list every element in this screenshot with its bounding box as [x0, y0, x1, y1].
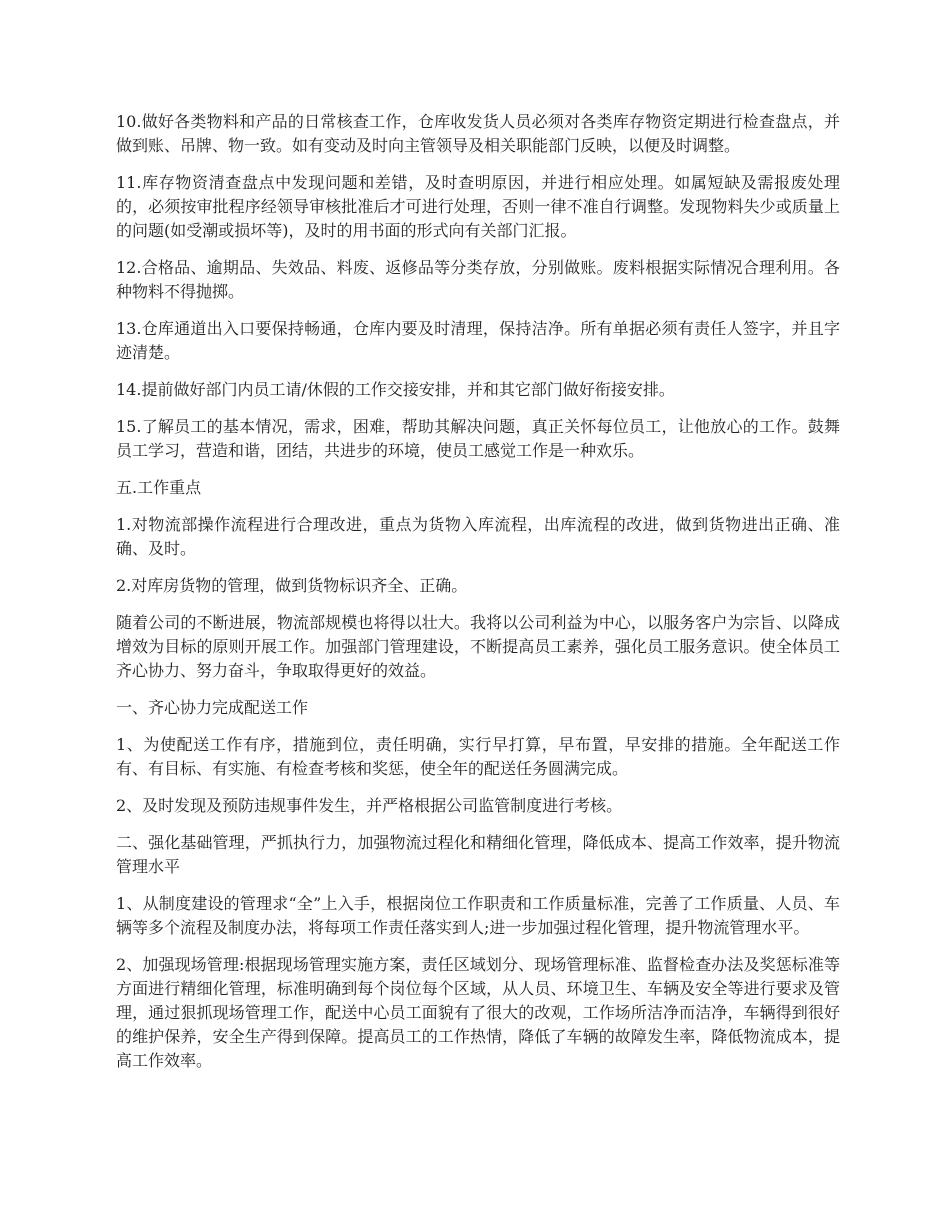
document-body: [116, 110, 840, 1086]
management-item-1: 1、从制度建设的管理求“全”上入手，根据岗位工作职责和工作质量标准，完善了工作质量、人员、车辆等多个流程及制度办法，将每项工作责任落实到人;进一步加强过程化管理，提升物流管理水平。: [116, 894, 840, 937]
delivery-item-2: 2、及时发现及预防违规事件发生，并严格根据公司监管制度进行考核。: [116, 796, 623, 815]
section-heading-delivery: 一、齐心协力完成配送工作: [116, 698, 309, 717]
paragraph-item-12: 12.合格品、逾期品、失效品、料废、返修品等分类存放，分别做账。废料根据实际情况合理利用。各种物料不得抛掷。: [116, 258, 840, 301]
summary-paragraph: 随着公司的不断进展，物流部规模也将得以壮大。我将以公司利益为中心，以服务客户为宗旨、以降成增效为目标的原则开展工作。加强部门管理建设，不断提高员工素养，强化员工服务意识。使全体员工齐心协力、努力奋斗，争取取得更好的效益。: [116, 613, 840, 680]
section-heading-work-focus: 五.工作重点: [116, 478, 202, 497]
work-focus-item-1: 1.对物流部操作流程进行合理改进，重点为货物入库流程，出库流程的改进，做到货物进出正确、准确、及时。: [116, 515, 840, 558]
paragraph-item-10: 10.做好各类物料和产品的日常核查工作，仓库收发货人员必须对各类库存物资定期进行检查盘点，并做到账、吊牌、物一致。如有变动及时向主管领导及相关职能部门反映，以便及时调整。: [116, 112, 840, 155]
work-focus-item-2: 2.对库房货物的管理，做到货物标识齐全、正确。: [116, 576, 468, 595]
paragraph-item-13: 13.仓库通道出入口要保持畅通，仓库内要及时清理，保持洁净。所有单据必须有责任人签字，并且字迹清楚。: [116, 319, 840, 362]
paragraph-item-11: 11.库存物资清查盘点中发现问题和差错，及时查明原因，并进行相应处理。如属短缺及需报废处理的，必须按审批程序经领导审核批准后才可进行处理，否则一律不准自行调整。发现物料失少或质量上的问题(如受潮或损坏等)，及时的用书面的形式向有关部门汇报。: [116, 173, 840, 240]
section-heading-management: 二、强化基础管理，严抓执行力，加强物流过程化和精细化管理，降低成本、提高工作效率，提升物流管理水平: [116, 833, 840, 876]
management-item-2: 2、加强现场管理:根据现场管理实施方案，责任区域划分、现场管理标准、监督检查办法及奖惩标准等方面进行精细化管理，标准明确到每个岗位每个区域，从人员、环境卫生、车辆及安全等进行要求及管理，通过狠抓现场管理工作，配送中心员工面貌有了很大的改观，工作场所洁净而洁净，车辆得到很好的维护保养，安全生产得到保障。提高员工的工作热情，降低了车辆的故障发生率，降低物流成本，提高工作效率。: [116, 955, 840, 1070]
paragraph-item-15: 15.了解员工的基本情况，需求，困难，帮助其解决问题，真正关怀每位员工，让他放心的工作。鼓舞员工学习，营造和谐，团结，共进步的环境，使员工感觉工作是一种欢乐。: [116, 417, 840, 460]
paragraph-item-14: 14.提前做好部门内员工请/休假的工作交接安排，并和其它部门做好衔接安排。: [116, 380, 675, 399]
delivery-item-1: 1、为使配送工作有序，措施到位，责任明确，实行早打算，早布置，早安排的措施。全年配送工作有、有目标、有实施、有检查考核和奖惩，使全年的配送任务圆满完成。: [116, 735, 840, 778]
